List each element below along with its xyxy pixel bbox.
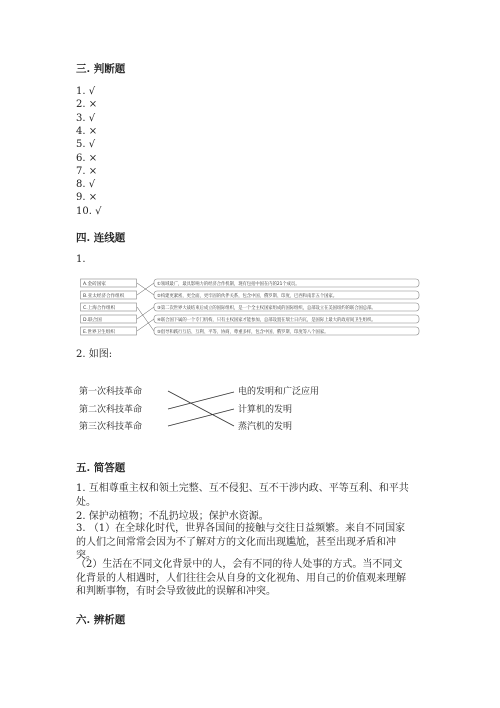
right-item: 电的发明和广泛应用 <box>238 387 320 397</box>
right-item: ②构建更紧密，更全面，更牢固的伙伴关系，包含中国、俄罗斯、印度、巴西和南非五个国家。 <box>157 294 338 299</box>
connector-line <box>168 392 234 409</box>
list-item: 5. √ <box>76 139 96 151</box>
list-item: 7. × <box>76 165 98 177</box>
connector-line <box>137 307 154 319</box>
left-item: 第三次科技革命 <box>79 422 143 432</box>
list-item: 8. √ <box>76 179 96 191</box>
answer-3-part-1: 3. （1）在全球化时代，世界各国间的接触与交往日益频繁。来自不同国家的人们之间常常会因为不了解对方的文化而出现尴尬，甚至出现矛盾和冲突。 <box>76 523 406 561</box>
right-item: 蒸汽机的发明 <box>238 422 293 432</box>
matching-diagram-1 <box>80 278 420 340</box>
connector-line <box>168 409 234 426</box>
list-item: 10. √ <box>76 205 102 217</box>
connector-line <box>137 307 154 331</box>
list-item: 3. √ <box>76 112 96 124</box>
answer-2: 2. 保护动植物；不乱扔垃圾；保护水资源。 <box>76 511 269 522</box>
section-6-title: 六. 辨析题 <box>76 614 126 626</box>
left-item: E.世界卫生组织 <box>83 330 115 335</box>
right-item: ③第二次世界大战结束后成立的国际组织，是一个全主权国家组成的国际组织，总部设立在美国纽约的联合国总部。 <box>157 306 376 311</box>
right-item: ⑤倡导和践行互信、互利、平等、协商、尊重多样，包含中国、俄罗斯、印度等八个国家。 <box>157 330 329 335</box>
question-2-label: 2. 如图: <box>76 349 113 360</box>
right-item: ①领域最广，最具影响力的经济合作机制，现有包括中国在内的21个成员。 <box>157 282 300 287</box>
left-item: C.上海合作组织 <box>83 306 116 311</box>
left-item: B.亚太经济合作组织 <box>83 294 125 299</box>
section-4-title: 四. 连线题 <box>76 232 126 244</box>
answer-3-part-2: （2）生活在不同文化背景中的人，会有不同的待人处事的方式。当不同文化背景的人相遇时，人们往往会从自身的文化视角、用自己的价值观来理解和判断事物，有时会导致彼此的误解和冲突。 <box>76 559 406 597</box>
section-5-title: 五. 简答题 <box>76 462 126 474</box>
left-item: D.联合国 <box>83 318 102 323</box>
left-item: A.金砖国家 <box>83 282 106 287</box>
right-item: ④联合国下属的一个专门机构，只有主权国家才能参加，总部设置在瑞士日内瓦，是国际上最大的政府间卫生组织。 <box>157 318 376 323</box>
question-1-label: 1. <box>76 254 86 265</box>
list-item: 1. √ <box>76 86 96 97</box>
list-item: 6. × <box>76 152 98 164</box>
right-item: 计算机的发明 <box>238 405 293 415</box>
judgement-answer-list <box>76 86 176 221</box>
answer-1: 1. 互相尊重主权和领土完整、互不侵犯、互不干涉内政、平等互利、和平共处。 <box>76 483 409 508</box>
left-item: 第一次科技革命 <box>79 387 143 397</box>
list-item: 9. × <box>76 192 98 204</box>
list-item: 2. × <box>76 99 98 111</box>
list-item: 4. × <box>76 125 98 137</box>
left-item: 第二次科技革命 <box>79 405 143 415</box>
connector-line <box>168 391 234 426</box>
section-3-title: 三. 判断题 <box>76 63 126 75</box>
connector-line <box>137 319 154 331</box>
matching-diagram-2 <box>76 382 346 437</box>
